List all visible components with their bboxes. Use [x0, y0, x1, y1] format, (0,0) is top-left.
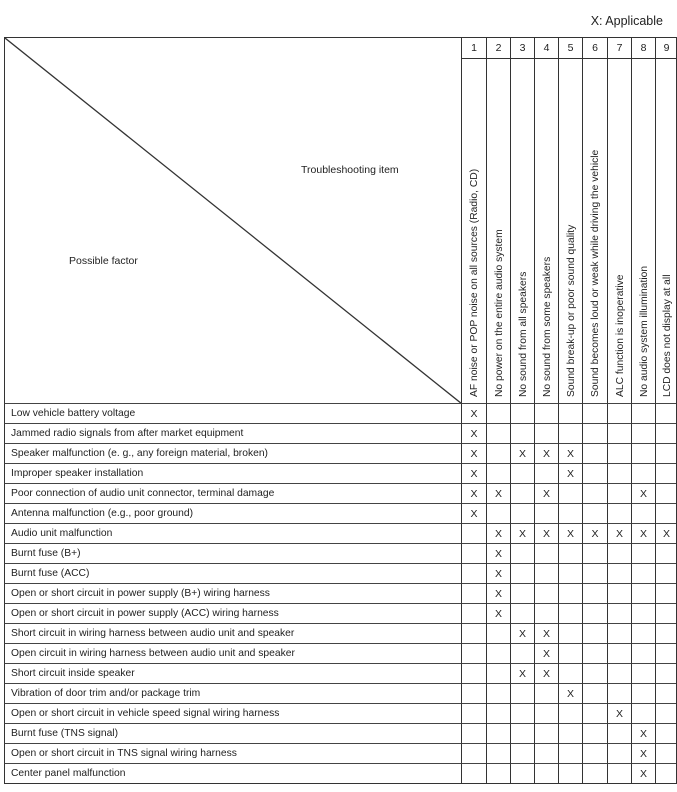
- mark-cell-col-4: [534, 583, 558, 603]
- mark-cell-col-2: X: [486, 543, 510, 563]
- mark-cell-col-1: [461, 563, 486, 583]
- table-row: [4, 663, 677, 683]
- mark-cell-col-8: X: [631, 483, 655, 503]
- mark-cell-col-1: [461, 523, 486, 543]
- column-header-5: [558, 58, 582, 403]
- mark-cell-col-1: [461, 763, 486, 783]
- mark-cell-col-2: X: [486, 483, 510, 503]
- mark-cell-col-3: [510, 563, 534, 583]
- table-row: [4, 423, 677, 443]
- mark-cell-col-4: X: [534, 443, 558, 463]
- mark-cell-col-9: [655, 543, 677, 563]
- mark-cell-col-9: X: [655, 523, 677, 543]
- mark-cell-col-5: [558, 743, 582, 763]
- column-number-4: 4: [534, 37, 558, 58]
- mark-cell-col-4: [534, 403, 558, 423]
- mark-cell-col-9: [655, 403, 677, 423]
- table-bottom-border: [4, 783, 677, 784]
- mark-cell-col-6: [582, 543, 607, 563]
- mark-cell-col-9: [655, 643, 677, 663]
- mark-cell-col-4: [534, 763, 558, 783]
- mark-cell-col-1: [461, 583, 486, 603]
- mark-cell-col-7: [607, 503, 631, 523]
- mark-cell-col-1: [461, 663, 486, 683]
- mark-cell-col-3: X: [510, 663, 534, 683]
- column-header-4: [534, 58, 558, 403]
- possible-factor-cell: Burnt fuse (TNS signal): [4, 723, 461, 743]
- column-label: LCD does not display at all: [661, 274, 673, 397]
- mark-cell-col-5: [558, 483, 582, 503]
- mark-cell-col-4: [534, 563, 558, 583]
- mark-cell-col-2: [486, 663, 510, 683]
- mark-cell-col-1: [461, 743, 486, 763]
- possible-factor-cell: Short circuit in wiring harness between audio unit and speaker: [4, 623, 461, 643]
- mark-cell-col-2: [486, 503, 510, 523]
- mark-cell-col-5: [558, 423, 582, 443]
- column-number-1: 1: [461, 37, 486, 58]
- mark-cell-col-7: [607, 563, 631, 583]
- column-header-1: [461, 58, 486, 403]
- mark-cell-col-6: [582, 683, 607, 703]
- mark-cell-col-9: [655, 483, 677, 503]
- mark-cell-col-8: [631, 443, 655, 463]
- table-row: [4, 463, 677, 483]
- mark-cell-col-5: [558, 563, 582, 583]
- mark-cell-col-6: [582, 503, 607, 523]
- diagonal-line: [5, 38, 462, 404]
- mark-cell-col-8: [631, 563, 655, 583]
- column-label: AF noise or POP noise on all sources (Radio, CD): [469, 168, 480, 397]
- table-row: [4, 743, 677, 763]
- mark-cell-col-9: [655, 763, 677, 783]
- mark-cell-col-8: X: [631, 743, 655, 763]
- mark-cell-col-9: [655, 703, 677, 723]
- mark-cell-col-7: [607, 683, 631, 703]
- mark-cell-col-5: [558, 723, 582, 743]
- mark-cell-col-7: [607, 403, 631, 423]
- mark-cell-col-1: X: [461, 443, 486, 463]
- possible-factor-cell: Open circuit in wiring harness between audio unit and speaker: [4, 643, 461, 663]
- mark-cell-col-2: [486, 763, 510, 783]
- table-row: [4, 583, 677, 603]
- mark-cell-col-8: [631, 643, 655, 663]
- mark-cell-col-6: [582, 483, 607, 503]
- mark-cell-col-4: X: [534, 623, 558, 643]
- mark-cell-col-6: [582, 623, 607, 643]
- mark-cell-col-5: [558, 663, 582, 683]
- mark-cell-col-6: [582, 643, 607, 663]
- possible-factor-cell: Short circuit inside speaker: [4, 663, 461, 683]
- mark-cell-col-1: X: [461, 483, 486, 503]
- possible-factor-cell: Jammed radio signals from after market equipment: [4, 423, 461, 443]
- mark-cell-col-3: [510, 703, 534, 723]
- mark-cell-col-6: [582, 723, 607, 743]
- column-number-3: 3: [510, 37, 534, 58]
- possible-factor-cell: Audio unit malfunction: [4, 523, 461, 543]
- mark-cell-col-8: [631, 623, 655, 643]
- column-header-6: [582, 58, 607, 403]
- mark-cell-col-3: [510, 603, 534, 623]
- mark-cell-col-6: [582, 403, 607, 423]
- mark-cell-col-4: [534, 683, 558, 703]
- possible-factor-cell: Vibration of door trim and/or package trim: [4, 683, 461, 703]
- mark-cell-col-3: X: [510, 623, 534, 643]
- mark-cell-col-9: [655, 663, 677, 683]
- mark-cell-col-3: X: [510, 443, 534, 463]
- possible-factor-cell: Open or short circuit in vehicle speed signal wiring harness: [4, 703, 461, 723]
- mark-cell-col-6: [582, 703, 607, 723]
- mark-cell-col-2: X: [486, 603, 510, 623]
- mark-cell-col-9: [655, 463, 677, 483]
- mark-cell-col-5: [558, 543, 582, 563]
- mark-cell-col-4: [534, 423, 558, 443]
- possible-factor-cell: Speaker malfunction (e. g., any foreign material, broken): [4, 443, 461, 463]
- mark-cell-col-8: [631, 683, 655, 703]
- mark-cell-col-4: [534, 743, 558, 763]
- table-row: [4, 643, 677, 663]
- mark-cell-col-4: X: [534, 663, 558, 683]
- mark-cell-col-8: [631, 603, 655, 623]
- mark-cell-col-9: [655, 603, 677, 623]
- mark-cell-col-7: [607, 663, 631, 683]
- mark-cell-col-8: [631, 463, 655, 483]
- mark-cell-col-6: [582, 563, 607, 583]
- mark-cell-col-6: X: [582, 523, 607, 543]
- troubleshooting-item-label: Troubleshooting item: [301, 164, 399, 176]
- mark-cell-col-4: X: [534, 643, 558, 663]
- column-number-6: 6: [582, 37, 607, 58]
- table-row: [4, 543, 677, 563]
- mark-cell-col-7: [607, 463, 631, 483]
- mark-cell-col-7: [607, 743, 631, 763]
- possible-factor-cell: Center panel malfunction: [4, 763, 461, 783]
- mark-cell-col-2: [486, 703, 510, 723]
- possible-factor-cell: Open or short circuit in power supply (ACC) wiring harness: [4, 603, 461, 623]
- column-label: No sound from all speakers: [517, 271, 529, 397]
- mark-cell-col-3: [510, 463, 534, 483]
- mark-cell-col-1: [461, 603, 486, 623]
- column-number-8: 8: [631, 37, 655, 58]
- mark-cell-col-4: [534, 503, 558, 523]
- mark-cell-col-9: [655, 743, 677, 763]
- column-header-3: [510, 58, 534, 403]
- possible-factor-cell: Open or short circuit in power supply (B+) wiring harness: [4, 583, 461, 603]
- mark-cell-col-4: [534, 723, 558, 743]
- mark-cell-col-4: [534, 603, 558, 623]
- table-row: [4, 503, 677, 523]
- mark-cell-col-4: [534, 703, 558, 723]
- mark-cell-col-7: [607, 723, 631, 743]
- possible-factor-cell: Antenna malfunction (e.g., poor ground): [4, 503, 461, 523]
- mark-cell-col-2: [486, 623, 510, 643]
- mark-cell-col-3: [510, 503, 534, 523]
- mark-cell-col-1: [461, 623, 486, 643]
- column-label: ALC function is inoperative: [614, 274, 626, 397]
- possible-factor-cell: Burnt fuse (ACC): [4, 563, 461, 583]
- column-label: No power on the entire audio system: [493, 229, 505, 397]
- mark-cell-col-1: [461, 683, 486, 703]
- mark-cell-col-8: [631, 543, 655, 563]
- column-number-2: 2: [486, 37, 510, 58]
- mark-cell-col-1: X: [461, 463, 486, 483]
- mark-cell-col-6: [582, 763, 607, 783]
- mark-cell-col-1: X: [461, 423, 486, 443]
- possible-factor-cell: Open or short circuit in TNS signal wiring harness: [4, 743, 461, 763]
- mark-cell-col-2: X: [486, 523, 510, 543]
- mark-cell-col-2: X: [486, 583, 510, 603]
- mark-cell-col-3: [510, 543, 534, 563]
- mark-cell-col-7: [607, 483, 631, 503]
- mark-cell-col-2: [486, 463, 510, 483]
- mark-cell-col-7: [607, 763, 631, 783]
- mark-cell-col-6: [582, 583, 607, 603]
- mark-cell-col-4: [534, 463, 558, 483]
- mark-cell-col-8: [631, 583, 655, 603]
- mark-cell-col-6: [582, 423, 607, 443]
- mark-cell-col-2: X: [486, 563, 510, 583]
- mark-cell-col-9: [655, 723, 677, 743]
- mark-cell-col-5: [558, 763, 582, 783]
- mark-cell-col-7: [607, 583, 631, 603]
- column-header-8: [631, 58, 655, 403]
- mark-cell-col-5: X: [558, 683, 582, 703]
- table-row: [4, 403, 677, 423]
- table-row: [4, 443, 677, 463]
- mark-cell-col-3: [510, 643, 534, 663]
- mark-cell-col-5: [558, 403, 582, 423]
- column-header-2: [486, 58, 510, 403]
- mark-cell-col-1: X: [461, 403, 486, 423]
- mark-cell-col-4: X: [534, 523, 558, 543]
- mark-cell-col-7: [607, 603, 631, 623]
- mark-cell-col-3: X: [510, 523, 534, 543]
- mark-cell-col-7: X: [607, 703, 631, 723]
- mark-cell-col-5: [558, 643, 582, 663]
- mark-cell-col-5: X: [558, 443, 582, 463]
- mark-cell-col-8: [631, 403, 655, 423]
- mark-cell-col-8: X: [631, 763, 655, 783]
- mark-cell-col-8: [631, 503, 655, 523]
- mark-cell-col-7: X: [607, 523, 631, 543]
- mark-cell-col-9: [655, 583, 677, 603]
- mark-cell-col-6: [582, 603, 607, 623]
- mark-cell-col-5: [558, 583, 582, 603]
- mark-cell-col-9: [655, 563, 677, 583]
- mark-cell-col-6: [582, 743, 607, 763]
- possible-factor-label: Possible factor: [69, 255, 138, 267]
- table-row: [4, 763, 677, 783]
- mark-cell-col-2: [486, 423, 510, 443]
- mark-cell-col-2: [486, 743, 510, 763]
- mark-cell-col-2: [486, 683, 510, 703]
- column-label: Sound break-up or poor sound quality: [565, 224, 577, 397]
- mark-cell-col-3: [510, 683, 534, 703]
- mark-cell-col-2: [486, 643, 510, 663]
- possible-factor-cell: Poor connection of audio unit connector, terminal damage: [4, 483, 461, 503]
- table-row: [4, 563, 677, 583]
- mark-cell-col-9: [655, 443, 677, 463]
- mark-cell-col-1: [461, 643, 486, 663]
- mark-cell-col-9: [655, 423, 677, 443]
- column-number-9: 9: [655, 37, 677, 58]
- mark-cell-col-1: [461, 543, 486, 563]
- mark-cell-col-4: [534, 543, 558, 563]
- mark-cell-col-8: [631, 663, 655, 683]
- mark-cell-col-4: X: [534, 483, 558, 503]
- column-label: No sound from some speakers: [541, 256, 553, 397]
- table-row: [4, 723, 677, 743]
- mark-cell-col-2: [486, 443, 510, 463]
- mark-cell-col-3: [510, 743, 534, 763]
- mark-cell-col-2: [486, 403, 510, 423]
- mark-cell-col-7: [607, 443, 631, 463]
- column-header-9: [655, 58, 677, 403]
- mark-cell-col-3: [510, 403, 534, 423]
- mark-cell-col-8: X: [631, 523, 655, 543]
- mark-cell-col-5: X: [558, 463, 582, 483]
- mark-cell-col-6: [582, 463, 607, 483]
- mark-cell-col-1: [461, 723, 486, 743]
- column-number-5: 5: [558, 37, 582, 58]
- mark-cell-col-3: [510, 763, 534, 783]
- mark-cell-col-1: X: [461, 503, 486, 523]
- mark-cell-col-5: [558, 603, 582, 623]
- mark-cell-col-3: [510, 723, 534, 743]
- mark-cell-col-9: [655, 623, 677, 643]
- mark-cell-col-2: [486, 723, 510, 743]
- mark-cell-col-8: [631, 423, 655, 443]
- mark-cell-col-3: [510, 423, 534, 443]
- mark-cell-col-7: [607, 623, 631, 643]
- mark-cell-col-1: [461, 703, 486, 723]
- column-label: Sound becomes loud or weak while driving the vehicle: [590, 149, 601, 397]
- mark-cell-col-5: [558, 623, 582, 643]
- mark-cell-col-7: [607, 643, 631, 663]
- possible-factor-cell: Burnt fuse (B+): [4, 543, 461, 563]
- mark-cell-col-7: [607, 543, 631, 563]
- mark-cell-col-9: [655, 503, 677, 523]
- header-diagonal-cell: [4, 37, 461, 403]
- mark-cell-col-3: [510, 583, 534, 603]
- mark-cell-col-3: [510, 483, 534, 503]
- possible-factor-cell: Improper speaker installation: [4, 463, 461, 483]
- table-row: [4, 623, 677, 643]
- mark-cell-col-5: X: [558, 523, 582, 543]
- table-row: [4, 483, 677, 503]
- table-row: [4, 603, 677, 623]
- mark-cell-col-8: X: [631, 723, 655, 743]
- mark-cell-col-5: [558, 703, 582, 723]
- column-label: No audio system illumination: [638, 265, 650, 397]
- mark-cell-col-7: [607, 423, 631, 443]
- table-row: [4, 703, 677, 723]
- mark-cell-col-6: [582, 443, 607, 463]
- table-row: [4, 523, 677, 543]
- column-number-7: 7: [607, 37, 631, 58]
- mark-cell-col-9: [655, 683, 677, 703]
- mark-cell-col-8: [631, 703, 655, 723]
- legend-applicable: X: Applicable: [590, 14, 663, 28]
- possible-factor-cell: Low vehicle battery voltage: [4, 403, 461, 423]
- table-row: [4, 683, 677, 703]
- mark-cell-col-6: [582, 663, 607, 683]
- mark-cell-col-5: [558, 503, 582, 523]
- column-header-7: [607, 58, 631, 403]
